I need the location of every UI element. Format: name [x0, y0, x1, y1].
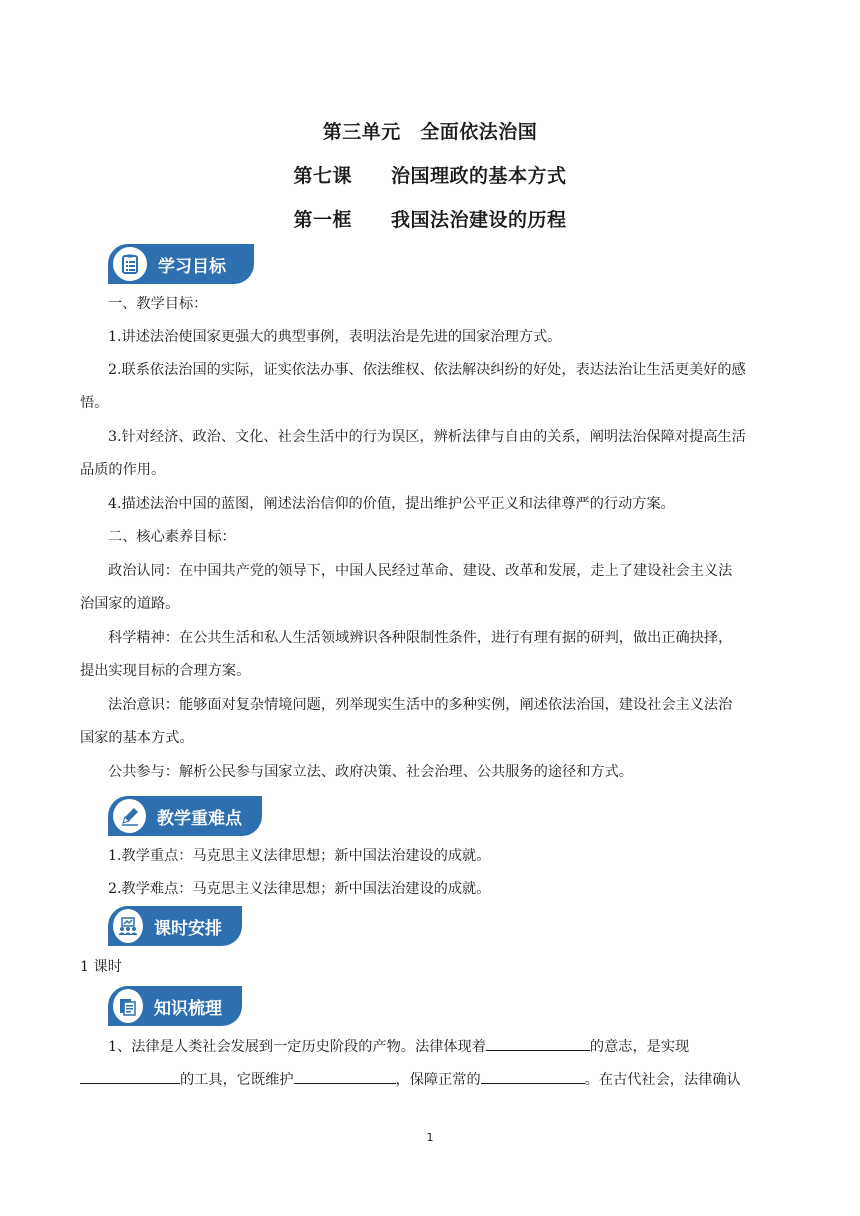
section-header-keypoints	[108, 796, 262, 836]
section-label-text: 教学重难点	[157, 808, 242, 829]
competency-3-line-2: 国家的基本方式。	[80, 730, 194, 746]
section-header-objectives	[108, 244, 254, 284]
pencil-icon	[110, 796, 149, 836]
knowledge-item-1-line-1	[108, 1036, 790, 1057]
section-label-text: 知识梳理	[154, 998, 222, 1019]
competency-1-line-1: 政治认同：在中国共产党的领导下，中国人民经过革命、建设、改革和发展，走上了建设社会主义法	[108, 563, 733, 579]
fill-in-blank[interactable]	[481, 1069, 585, 1084]
section-header-schedule	[108, 906, 242, 946]
knowledge-text: 1、法律是人类社会发展到一定历史阶段的产物。法律体现着	[108, 1039, 486, 1055]
section-label-text: 学习目标	[158, 256, 226, 277]
objective-3-line-2: 品质的作用。	[80, 462, 166, 478]
objective-4: 4.描述法治中国的蓝图，阐述法治信仰的价值，提出维护公平正义和法律尊严的行动方案。	[108, 496, 675, 512]
competency-2-line-2: 提出实现目标的合理方案。	[80, 663, 251, 679]
lesson-title: 第七课 治国理政的基本方式	[293, 165, 567, 187]
objective-1: 1.讲述法治使国家更强大的典型事例，表明法治是先进的国家治理方式。	[108, 329, 562, 345]
frame-title: 第一框 我国法治建设的历程	[293, 209, 567, 231]
documents-icon	[110, 986, 146, 1026]
page-number: 1	[426, 1131, 434, 1144]
clipboard-list-icon	[110, 244, 150, 284]
unit-title: 第三单元 全面依法治国	[322, 121, 538, 143]
competency-1-line-2: 治国家的道路。	[80, 596, 180, 612]
section-header-knowledge	[108, 986, 242, 1026]
knowledge-text: 的意志，是实现	[589, 1039, 690, 1055]
fill-in-blank[interactable]	[80, 1069, 180, 1084]
people-chart-icon	[110, 906, 146, 946]
fill-in-blank[interactable]	[486, 1036, 590, 1051]
objectives-heading-2: 二、核心素养目标：	[108, 529, 236, 545]
difficult-point: 2.教学难点：马克思主义法律思想；新中国法治建设的成就。	[108, 881, 491, 897]
competency-3-line-1: 法治意识：能够面对复杂情境问题，列举现实生活中的多种实例，阐述依法治国，建设社会主义法治	[108, 697, 733, 713]
objective-2-line-1: 2.联系依法治国的实际，证实依法办事、依法维权、依法解决纠纷的好处，表达法治让生活更美好的感	[108, 362, 746, 378]
knowledge-text: 。在古代社会，法律确认	[584, 1072, 741, 1088]
knowledge-item-1-line-2	[80, 1069, 790, 1090]
competency-4: 公共参与：解析公民参与国家立法、政府决策、社会治理、公共服务的途径和方式。	[108, 764, 633, 780]
objectives-heading-1: 一、教学目标：	[108, 296, 208, 312]
objective-3-line-1: 3.针对经济、政治、文化、社会生活中的行为误区，辨析法律与自由的关系，阐明法治保障对提高生活	[108, 429, 746, 445]
competency-2-line-1: 科学精神：在公共生活和私人生活领域辨识各种限制性条件，进行有理有据的研判，做出正确抉择，	[108, 630, 733, 646]
section-label-text: 课时安排	[154, 918, 222, 939]
schedule-text: 1 课时	[80, 959, 122, 975]
key-point: 1.教学重点：马克思主义法律思想；新中国法治建设的成就。	[108, 848, 491, 864]
knowledge-text: 的工具，它既维护	[180, 1072, 294, 1088]
knowledge-text: ，保障正常的	[395, 1072, 481, 1088]
objective-2-line-2: 悟。	[80, 395, 109, 411]
fill-in-blank[interactable]	[294, 1069, 396, 1084]
